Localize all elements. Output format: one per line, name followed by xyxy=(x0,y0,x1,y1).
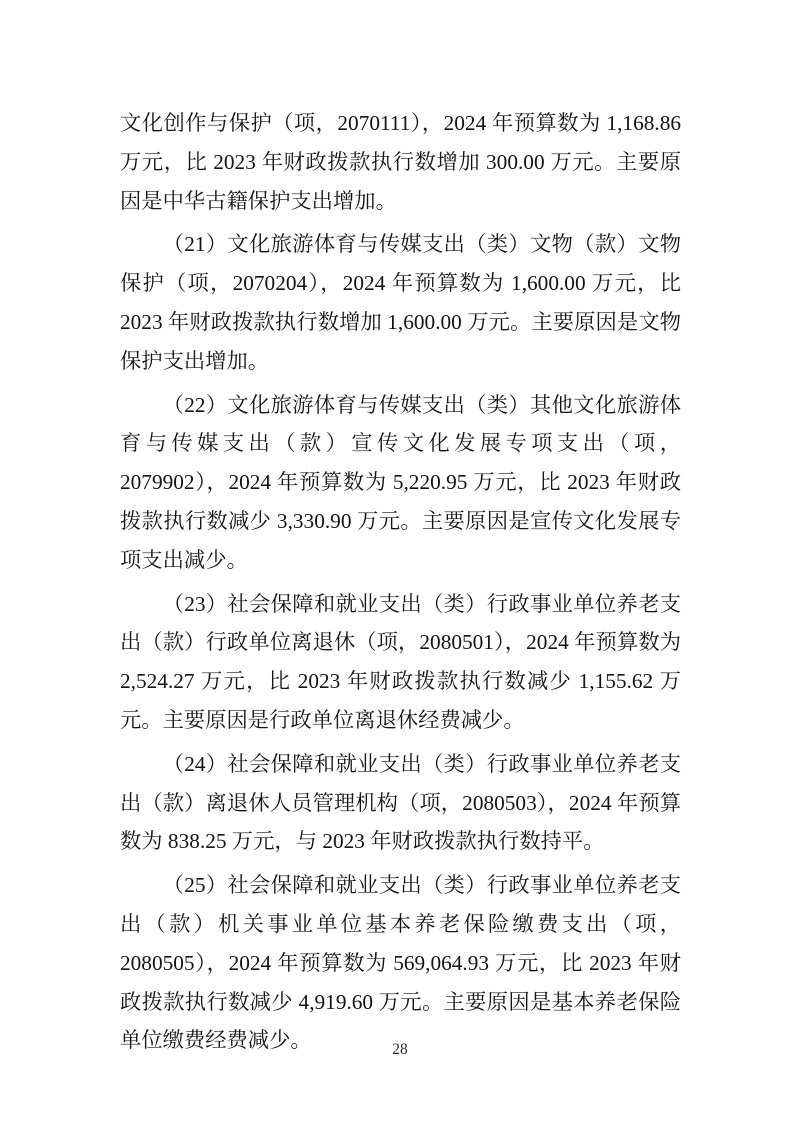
paragraph-item-24: （24）社会保障和就业支出（类）行政事业单位养老支出（款）离退休人员管理机构（项，2080503），2024 年预算数为 838.25 万元，与 2023 年财政拨款执行数持平。 xyxy=(120,751,681,854)
paragraph-item-22: （22）文化旅游体育与传媒支出（类）其他文化旅游体育与传媒支出（款）宣传文化发展专项支出（项，2079902），2024 年预算数为 5,220.95 万元，比 2023 年财政拨款执行数减少 3,330.90 万元。主要原因是宣传文化发展专项支出减少。 xyxy=(120,392,681,572)
paragraph-item-23: （23）社会保障和就业支出（类）行政事业单位养老支出（款）行政单位离退休（项，2080501），2024 年预算数为 2,524.27 万元，比 2023 年财政拨款执行数减少 1,155.62 万元。主要原因是行政单位离退休经费减少。 xyxy=(120,591,681,732)
paragraph-item-25: （25）社会保障和就业支出（类）行政事业单位养老支出（款）机关事业单位基本养老保险缴费支出（项，2080505），2024 年预算数为 569,064.93 万元，比 2023 年财政拨款执行数减少 4,919.60 万元。主要原因是基本养老保险单位缴费经费减少。 xyxy=(120,873,681,1053)
page-number: 28 xyxy=(392,1041,408,1058)
paragraph-continuation: 文化创作与保护（项，2070111），2024 年预算数为 1,168.86 万元，比 2023 年财政拨款执行数增加 300.00 万元。主要原因是中华古籍保护支出增加。 xyxy=(120,111,681,213)
paragraph-item-21: （21）文化旅游体育与传媒支出（类）文物（款）文物保护（项，2070204），2024 年预算数为 1,600.00 万元，比 2023 年财政拨款执行数增加 1,600.00 万元。主要原因是文物保护支出增加。 xyxy=(120,232,681,373)
document-body-text xyxy=(120,104,681,1060)
